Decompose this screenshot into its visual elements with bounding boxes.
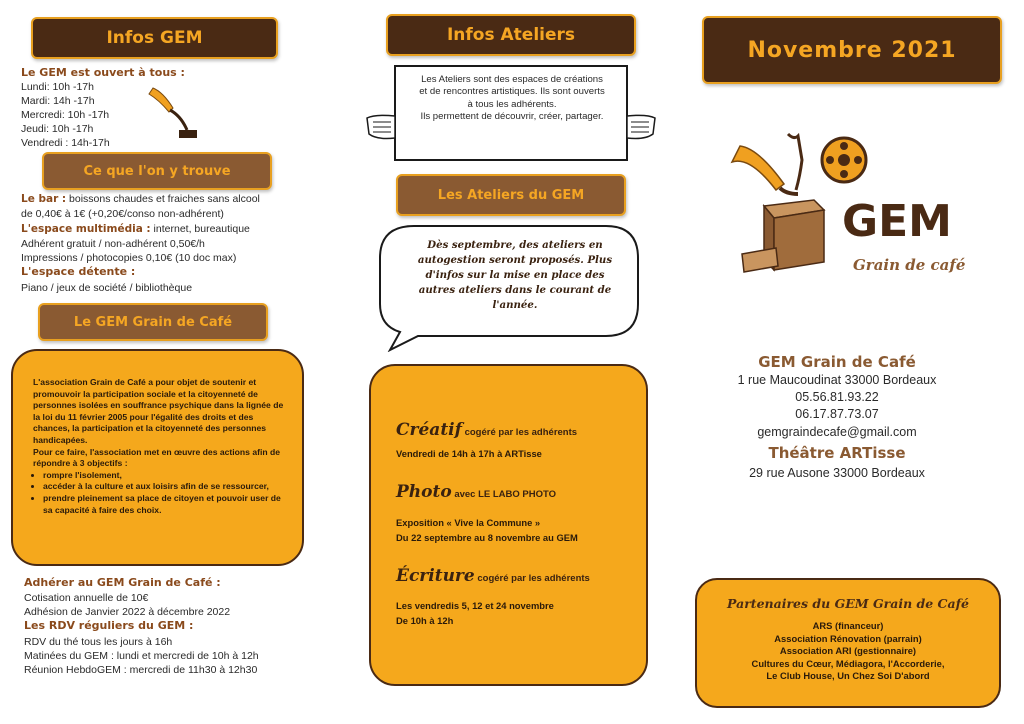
- photo-line1: Exposition « Vive la Commune »: [396, 517, 541, 528]
- infos-ateliers-title: Infos Ateliers: [446, 25, 576, 45]
- rdv-line: Matinées du GEM : lundi et mercredi de 10h à 12h: [24, 650, 259, 662]
- address: 1 rue Maucoudinat 33000 Bordeaux: [737, 373, 937, 387]
- month-header: [702, 16, 1002, 84]
- activities-box: [369, 364, 648, 686]
- hours-item: Mercredi: 10h -17h: [21, 109, 110, 121]
- objective-item: • rompre l'isolement,: [43, 470, 291, 482]
- month-title: Novembre 2021: [747, 37, 957, 63]
- ce-que-title: Ce que l'on y trouve: [83, 163, 231, 179]
- partner-item: Cultures du Cœur, Médiagora, l'Accorderie,: [751, 657, 945, 669]
- ateliers-title: Les Ateliers du GEM: [437, 187, 585, 203]
- infos-ateliers-header: [386, 14, 636, 56]
- ecriture-title-line: [396, 566, 590, 586]
- detente-label: L'espace détente :: [21, 265, 136, 278]
- multimedia-line: [21, 222, 250, 236]
- logo-subtitle: Grain de café: [853, 256, 966, 274]
- hours-item: Lundi: 10h -17h: [21, 81, 94, 93]
- bar-text: boissons chaudes et fraiches sans alcool: [66, 193, 260, 205]
- creatif-suffix: cogéré par les adhérents: [461, 427, 578, 438]
- email[interactable]: gemgraindecafe@gmail.com: [757, 425, 917, 439]
- partner-item: Le Club House, Un Chez Soi D'abord: [766, 670, 930, 681]
- ecriture-line2: De 10h à 12h: [396, 615, 454, 626]
- photo-suffix: avec LE LABO PHOTO: [451, 489, 557, 500]
- ateliers-header: [396, 174, 626, 216]
- rdv-line: Réunion HebdoGEM : mercredi de 11h30 à 12h30: [24, 664, 258, 676]
- ecriture-line1: Les vendredis 5, 12 et 24 novembre: [396, 600, 554, 611]
- partners-list: [697, 620, 999, 683]
- objective-item: • accéder à la culture et aux loisirs afin de se ressourcer,: [43, 481, 291, 493]
- sign-text2: Ils permettent de découvrir, créer, partager.: [420, 111, 604, 123]
- adherer-line: Adhésion de Janvier 2022 à décembre 2022: [24, 606, 231, 618]
- infos-gem-title: Infos GEM: [106, 28, 203, 48]
- contact-block: [702, 352, 972, 482]
- gramophone-icon: [143, 86, 201, 144]
- bar-line: [21, 192, 260, 206]
- hours-item: Jeudi: 10h -17h: [21, 123, 94, 135]
- bar-label: Le bar :: [21, 193, 67, 205]
- bar-line2: de 0,40€ à 1€ (+0,20€/conso non-adhérent): [21, 208, 224, 220]
- ecriture-word: Écriture: [396, 566, 475, 586]
- objective-item: • prendre pleinement sa place de citoyen et pouvoir user de sa capacité à faire des choix.: [43, 493, 291, 516]
- sign-text: Les Ateliers sont des espaces de créations et de rencontres artistiques. Ils sont ouverts à tous les adhérents.: [419, 74, 605, 110]
- association-text2: Pour ce faire, l'association met en œuvre des actions afin de répondre à 3 objectifs :: [33, 446, 281, 469]
- infos-gem-header: [31, 17, 278, 59]
- bubble-text: Dès septembre, des ateliers en autogestion seront proposés. Plus d'infos sur la mise en place des autres ateliers dans le courant de l'année.: [417, 239, 613, 311]
- grain-header: [38, 303, 268, 341]
- partner-item: ARS (financeur): [812, 620, 884, 631]
- adherer-line: Cotisation annuelle de 10€: [24, 592, 149, 604]
- partner-item: Association Rénovation (parrain): [774, 632, 922, 644]
- association-content: [33, 377, 291, 516]
- creatif-line: Vendredi de 14h à 17h à ARTisse: [396, 448, 542, 459]
- creatif-word: Créatif: [396, 420, 462, 440]
- partners-box: [695, 578, 1001, 708]
- association-box: [11, 349, 304, 566]
- hours-item: Mardi: 14h -17h: [21, 95, 95, 107]
- rdv-line: RDV du thé tous les jours à 16h: [24, 636, 173, 648]
- multimedia-label: L'espace multimédia :: [21, 223, 151, 235]
- rdv-heading: Les RDV réguliers du GEM :: [24, 619, 194, 632]
- multimedia-line3: Impressions / photocopies 0,10€ (10 doc max): [21, 252, 237, 264]
- multimedia-line2: Adhérent gratuit / non-adhérent 0,50€/h: [21, 238, 205, 250]
- hours-item: Vendredi : 14h-17h: [21, 137, 110, 149]
- hours-list: [21, 80, 110, 150]
- detente-line: Piano / jeux de société / bibliothèque: [21, 282, 193, 294]
- photo-title-line: [396, 482, 556, 502]
- grain-title: Le GEM Grain de Café: [73, 314, 233, 330]
- adherer-heading: Adhérer au GEM Grain de Café :: [24, 576, 221, 589]
- association-text: L'association Grain de Café a pour objet de soutenir et promouvoir la participation sociale et la citoyenneté de personnes isolées en souffrance psychique dans la lignée de la loi du 11 février 2005 pour l'égalité des droits et des chances, la participation et la citoyenneté des personnes handicapées.: [33, 377, 284, 445]
- photo-line2: Du 22 septembre au 8 novembre au GEM: [396, 532, 578, 543]
- ce-que-header: [42, 152, 272, 190]
- sign-text-block: [418, 74, 606, 124]
- partner-item: Association ARI (gestionnaire): [779, 645, 917, 656]
- open-heading: Le GEM est ouvert à tous :: [21, 66, 185, 79]
- theatre-address: 29 rue Ausone 33000 Bordeaux: [749, 466, 925, 480]
- ecriture-suffix: cogéré par les adhérents: [474, 573, 590, 584]
- multimedia-text: internet, bureautique: [150, 223, 250, 235]
- org-name: GEM Grain de Café: [758, 353, 916, 371]
- objectives-list: [33, 470, 291, 516]
- partners-title: Partenaires du GEM Grain de Café: [727, 596, 969, 611]
- photo-word: Photo: [396, 482, 452, 502]
- phone1: 05.56.81.93.22: [795, 390, 879, 404]
- creatif-title-line: [396, 420, 577, 440]
- logo-text: GEM: [842, 196, 952, 247]
- theatre-name: Théâtre ARTisse: [768, 444, 906, 462]
- phone2: 06.17.87.73.07: [795, 407, 879, 421]
